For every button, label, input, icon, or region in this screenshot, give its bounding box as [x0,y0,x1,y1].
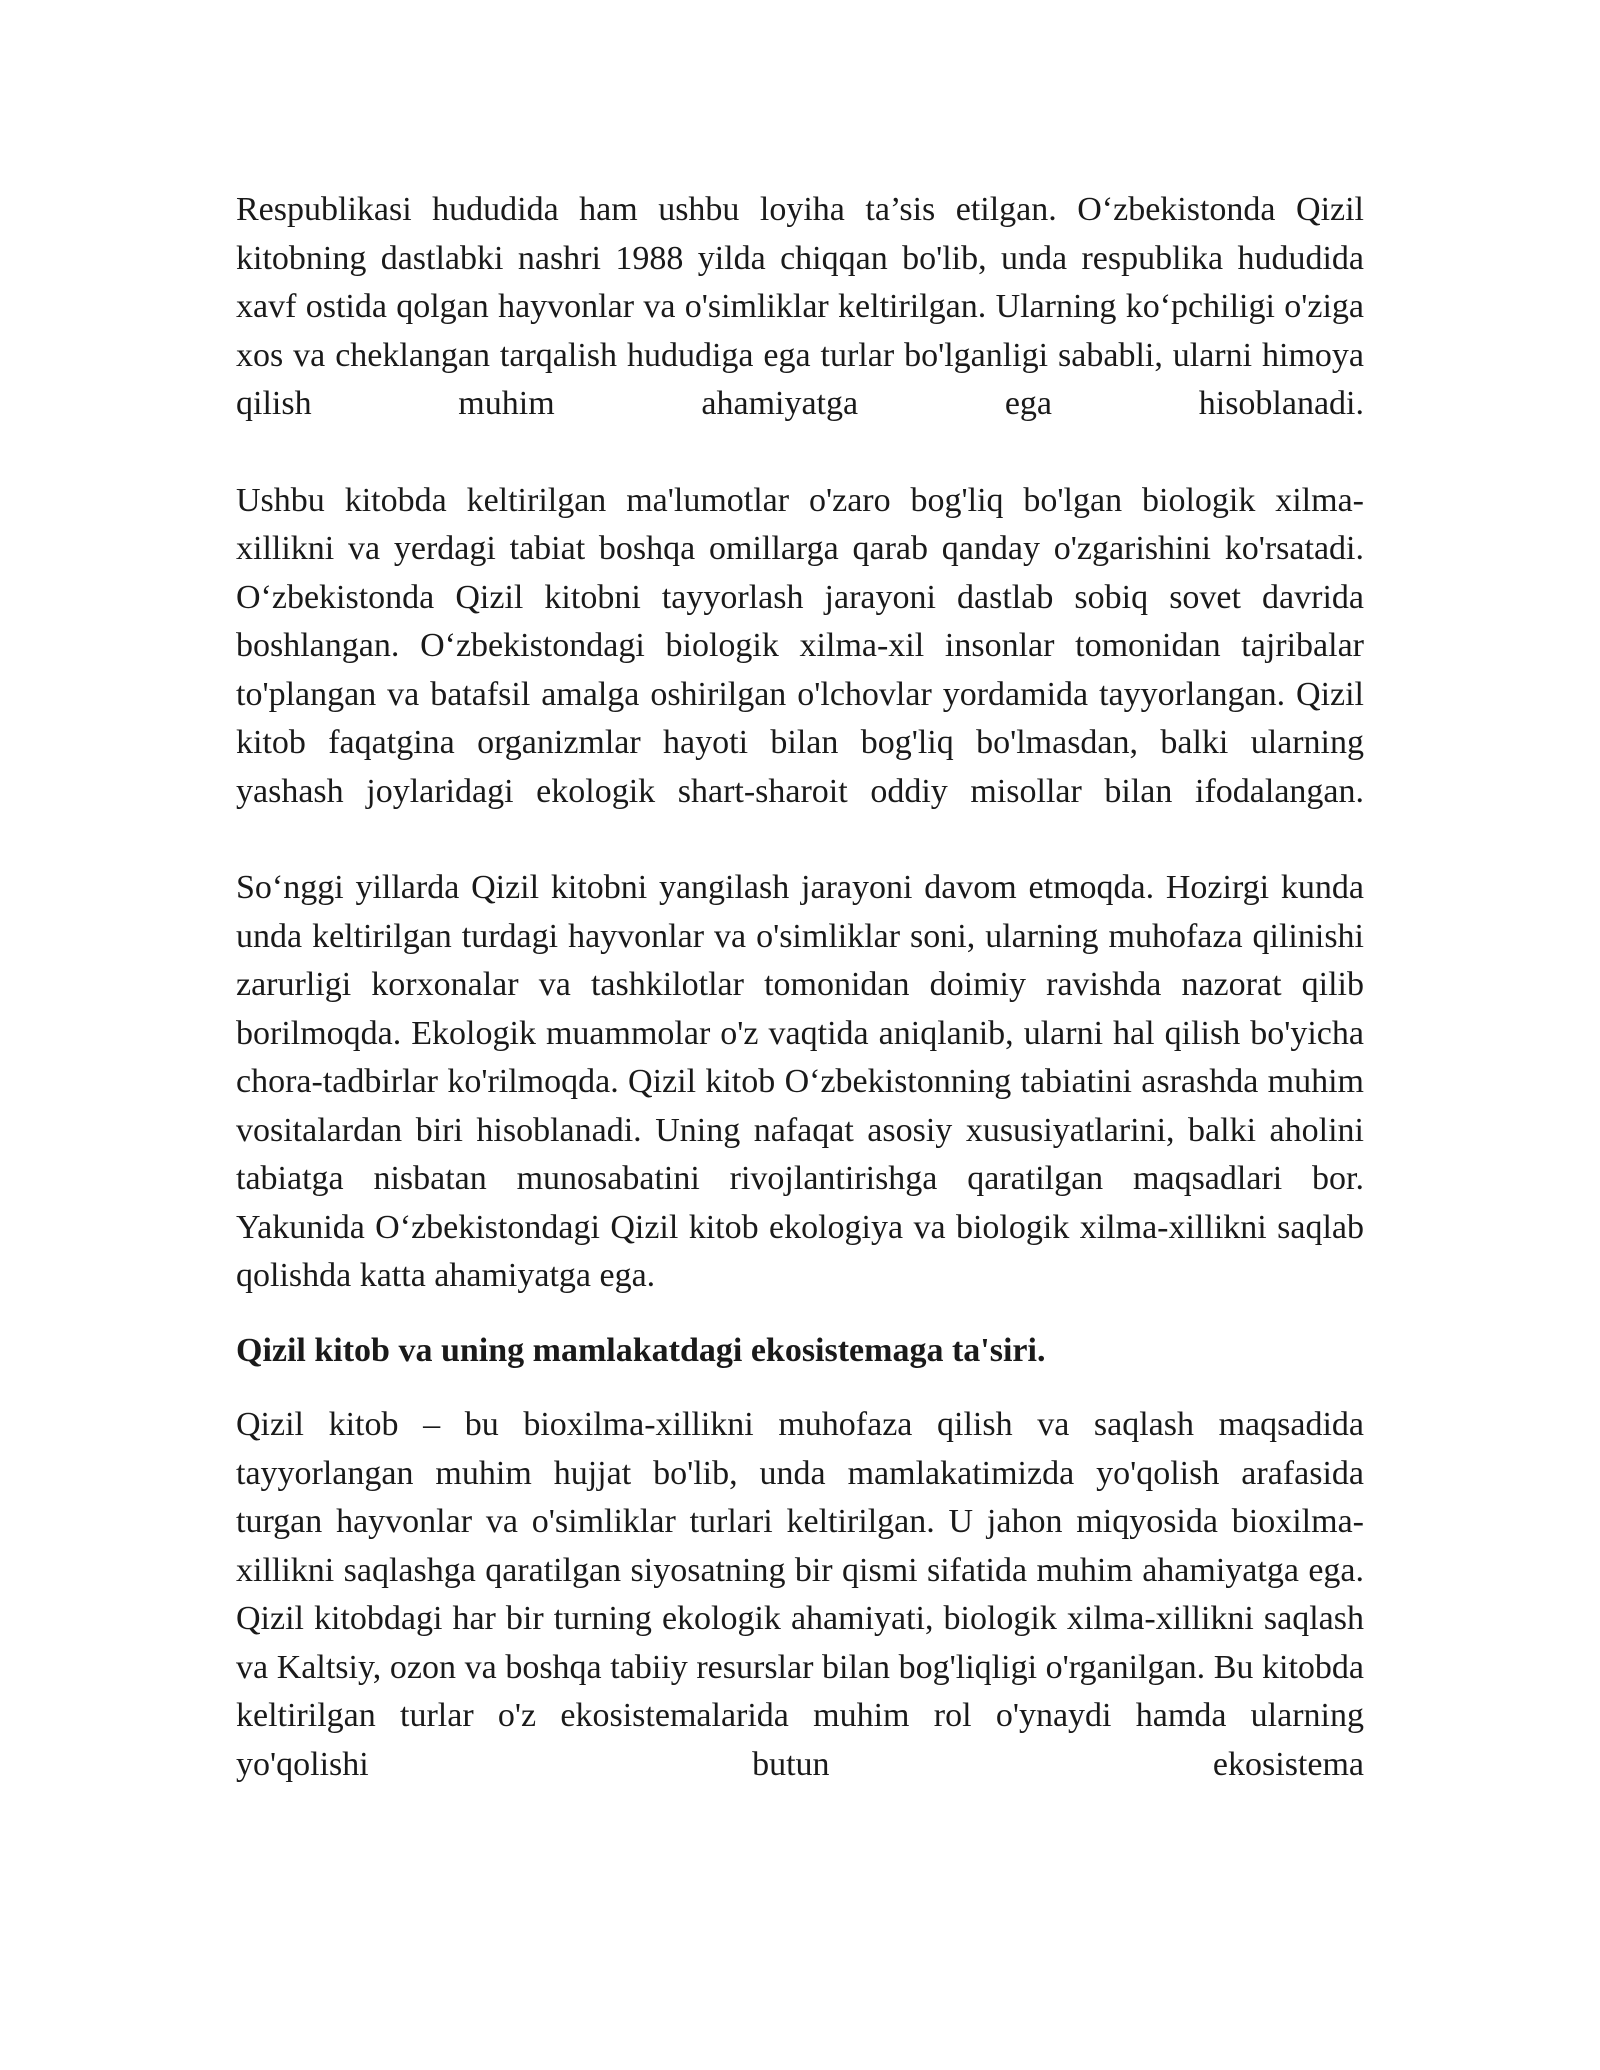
section-heading: Qizil kitob va uning mamlakatdagi ekosistemaga ta'siri. [236,1331,1046,1369]
paragraph-1: Respublikasi hududida ham ushbu loyiha ta’sis etilgan. O‘zbekistonda Qizil kitobning dastlabki nashri 1988 yilda chiqqan bo'lib, unda respublika hududida xavf ostida qolgan hayvonlar va o'simliklar keltirilgan. Ularning ko‘pchiligi o'ziga xos va cheklangan tarqalish hududiga ega turlar bo'lganligi sababli, ularni himoya qilish muhim ahamiyatga ega hisoblanadi. [236,191,1364,422]
document-body [236,186,1364,1789]
paragraph-4: Qizil kitob – bu bioxilma-xillikni muhofaza qilish va saqlash maqsadida tayyorlangan muhim hujjat bo'lib, unda mamlakatimizda yo'qolish arafasida turgan hayvonlar va o'simliklar turlari keltirilgan. U jahon miqyosida bioxilma-xillikni saqlashga qaratilgan siyosatning bir qismi sifatida muhim ahamiyatga ega. Qizil kitobdagi har bir turning ekologik ahamiyati, biologik xilma-xillikni saqlash va Kaltsiy, ozon va boshqa tabiiy resurslar bilan bog'liqligi o'rganilgan. Bu kitobda keltirilgan turlar o'z ekosistemalarida muhim rol o'ynaydi hamda ularning yo'qolishi butun ekosistema [236,1406,1364,1783]
paragraph-3: So‘nggi yillarda Qizil kitobni yangilash jarayoni davom etmoqda. Hozirgi kunda unda keltirilgan turdagi hayvonlar va o'simliklar soni, ularning muhofaza qilinishi zarurligi korxonalar va tashkilotlar tomonidan doimiy ravishda nazorat qilib borilmoqda. Ekologik muammolar o'z vaqtida aniqlanib, ularni hal qilish bo'yicha chora-tadbirlar ko'rilmoqda. Qizil kitob O‘zbekistonning tabiatini asrashda muhim vositalardan biri hisoblanadi. Uning nafaqat asosiy xususiyatlarini, balki aholini tabiatga nisbatan munosabatini rivojlantirishga qaratilgan maqsadlari bor. Yakunida O‘zbekistondagi Qizil kitob ekologiya va biologik xilma-xillikni saqlab qolishda katta ahamiyatga ega. [236,869,1364,1294]
paragraph-2: Ushbu kitobda keltirilgan ma'lumotlar o'zaro bog'liq bo'lgan biologik xilma-xillikni va yerdagi tabiat boshqa omillarga qarab qanday o'zgarishini ko'rsatadi. O‘zbekistonda Qizil kitobni tayyorlash jarayoni dastlab sobiq sovet davrida boshlangan. O‘zbekistondagi biologik xilma-xil insonlar tomonidan tajribalar to'plangan va batafsil amalga oshirilgan o'lchovlar yordamida tayyorlangan. Qizil kitob faqatgina organizmlar hayoti bilan bog'liq bo'lmasdan, balki ularning yashash joylaridagi ekologik shart-sharoit oddiy misollar bilan ifodalangan. [236,481,1364,810]
